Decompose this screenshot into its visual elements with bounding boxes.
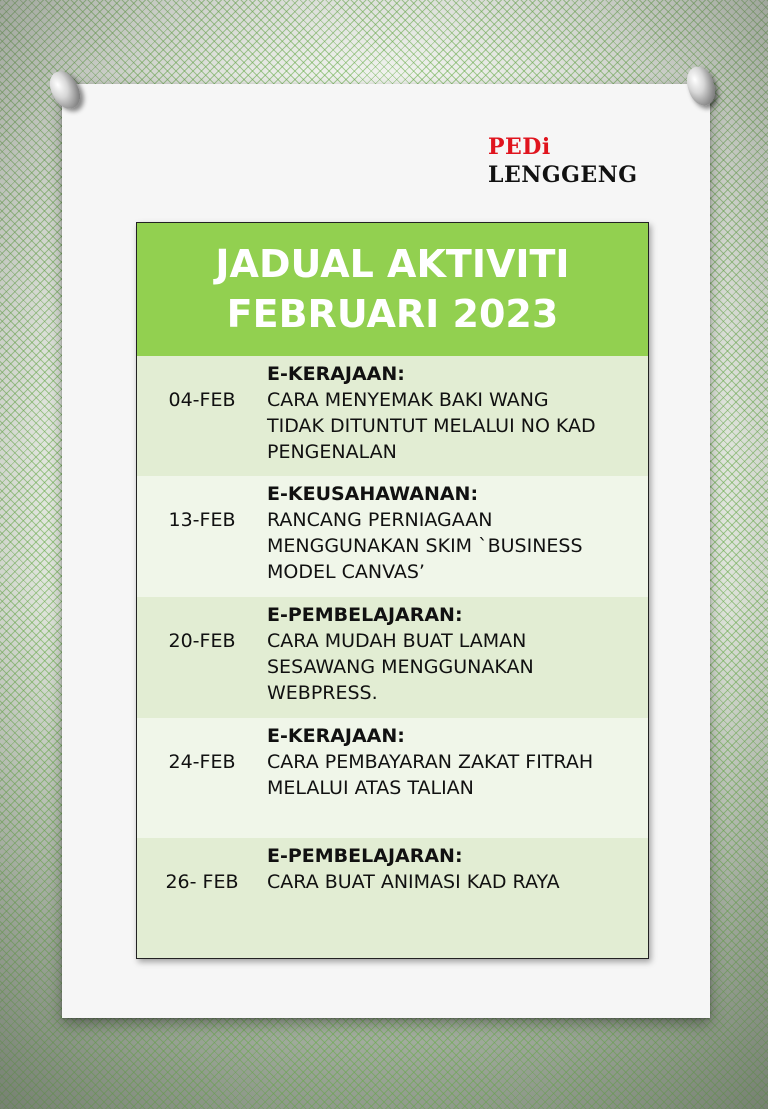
schedule-month: FEBRUARI 2023	[226, 291, 559, 336]
schedule-title: JADUAL AKTIVITI	[215, 242, 570, 287]
activity-date: 20-FEB	[168, 630, 236, 652]
activity-category: E-KERAJAAN:	[267, 725, 405, 747]
logo-pedi-text: PEDi	[488, 134, 551, 160]
activity-row	[137, 718, 648, 838]
activity-row	[137, 356, 648, 476]
activity-schedule-table	[136, 222, 649, 959]
activity-row	[137, 838, 648, 958]
activity-date: 26- FEB	[165, 871, 239, 893]
activity-date: 04-FEB	[168, 389, 236, 411]
pedi-logo	[488, 136, 638, 186]
activity-row	[137, 476, 648, 597]
activity-date: 13-FEB	[168, 509, 236, 531]
logo-lenggeng-text: LENGGENG	[488, 162, 638, 188]
activity-description: CARA MENYEMAK BAKI WANG TIDAK DITUNTUT MELALUI NO KAD PENGENALAN	[267, 389, 596, 463]
activity-description: CARA BUAT ANIMASI KAD RAYA	[267, 871, 560, 893]
activity-category: E-KERAJAAN:	[267, 363, 405, 385]
activity-row	[137, 597, 648, 718]
activity-description: CARA MUDAH BUAT LAMAN SESAWANG MENGGUNAKAN WEBPRESS.	[267, 630, 534, 704]
activity-description: CARA PEMBAYARAN ZAKAT FITRAH MELALUI ATAS TALIAN	[267, 751, 594, 799]
activity-category: E-PEMBELAJARAN:	[267, 845, 463, 867]
activity-category: E-PEMBELAJARAN:	[267, 604, 463, 626]
activity-date: 24-FEB	[168, 751, 236, 773]
schedule-header	[137, 223, 648, 356]
activity-category: E-KEUSAHAWANAN:	[267, 483, 479, 505]
activity-description: RANCANG PERNIAGAAN MENGGUNAKAN SKIM `BUSINESS MODEL CANVAS’	[267, 509, 583, 583]
